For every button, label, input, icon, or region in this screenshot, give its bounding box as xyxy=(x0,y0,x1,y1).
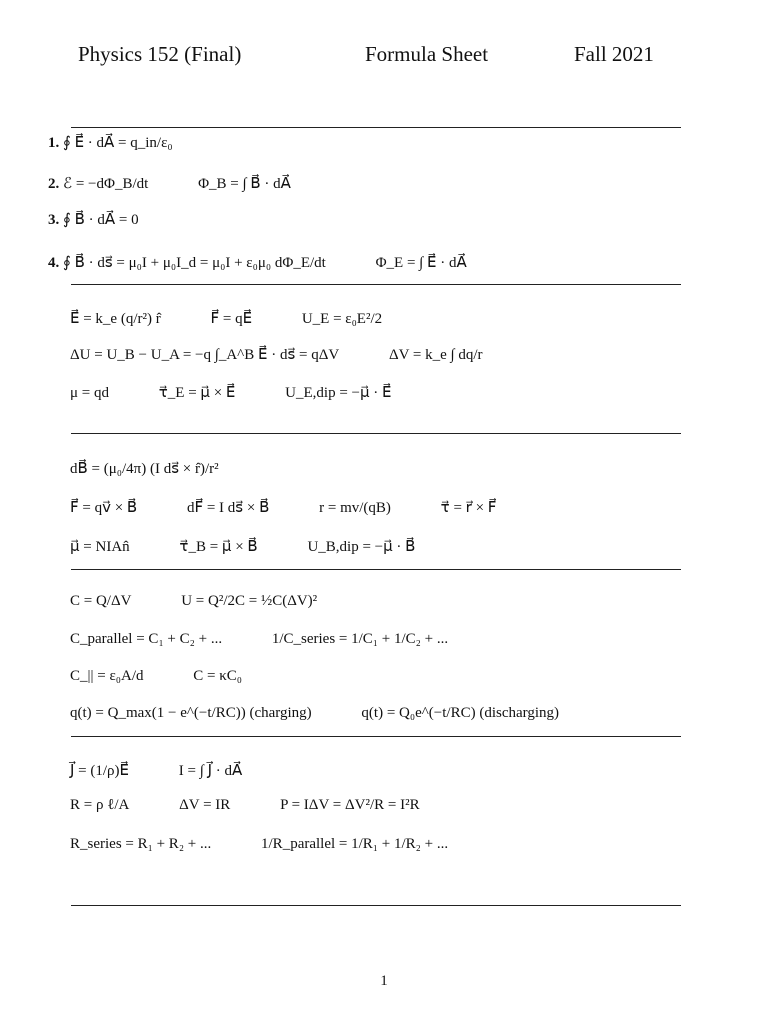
formula: μ⃗ = NIAn̂ xyxy=(70,539,130,555)
divider xyxy=(71,905,681,906)
formula-number: 3. xyxy=(48,212,60,228)
formula: dF⃗ = I ds⃗ × B⃗ xyxy=(186,500,270,516)
formula: τ⃗_B = μ⃗ × B⃗ xyxy=(179,539,258,555)
formula: 1/C_series = 1/C₁ + 1/C₂ + ... xyxy=(271,631,449,647)
formula-number: 4. xyxy=(48,255,60,271)
formula: R = ρ ℓ/A xyxy=(70,797,130,813)
formula-line xyxy=(70,345,483,364)
divider xyxy=(71,127,681,128)
formula-line xyxy=(48,174,291,193)
page-number: 1 xyxy=(380,973,388,989)
formula-line xyxy=(70,836,448,853)
formula-line xyxy=(70,593,317,610)
formula: dB⃗ = (μ₀/4π) (I ds⃗ × r̂)/r² xyxy=(70,461,219,477)
formula: C = κC₀ xyxy=(193,668,243,684)
formula-line xyxy=(70,537,415,556)
divider xyxy=(71,569,681,570)
formula-number: 2. xyxy=(48,176,60,192)
divider xyxy=(71,433,681,434)
formula: r = mv/(qB) xyxy=(319,500,391,516)
divider xyxy=(71,284,681,285)
divider xyxy=(71,736,681,737)
formula: C_|| = ε₀A/d xyxy=(70,668,144,684)
formula: F⃗ = qv⃗ × B⃗ xyxy=(70,500,138,516)
formula: U = Q²/2C = ½C(ΔV)² xyxy=(181,593,318,609)
formula: τ⃗ = r⃗ × F⃗ xyxy=(440,500,497,516)
formula: 1/R_parallel = 1/R₁ + 1/R₂ + ... xyxy=(261,836,449,852)
formula: C_parallel = C₁ + C₂ + ... xyxy=(70,631,223,647)
formula: J⃗ = (1/ρ)E⃗ xyxy=(70,763,130,779)
formula-number: 1. xyxy=(48,135,60,151)
formula: ∮ B⃗ · ds⃗ = μ₀I + μ₀I_d = μ₀I + ε₀μ₀ dΦ_E/dt xyxy=(63,255,326,271)
formula: F⃗ = qE⃗ xyxy=(210,311,253,327)
formula-line xyxy=(70,631,448,648)
formula: q(t) = Q₀e^(−t/RC) (discharging) xyxy=(361,705,560,721)
formula-line xyxy=(70,797,420,814)
formula: μ = qd xyxy=(70,385,110,401)
formula: ΔV = IR xyxy=(179,797,231,813)
formula-line xyxy=(70,668,242,685)
formula: R_series = R₁ + R₂ + ... xyxy=(70,836,212,852)
formula: E⃗ = k_e (q/r²) r̂ xyxy=(70,311,161,327)
formula-line xyxy=(70,498,496,517)
formula: U_B,dip = −μ⃗ · B⃗ xyxy=(307,539,416,555)
formula: q(t) = Q_max(1 − e^(−t/RC)) (charging) xyxy=(70,705,312,721)
formula: ΔV = k_e ∫ dq/r xyxy=(388,347,483,363)
formula: ΔU = U_B − U_A = −q ∫_A^B E⃗ · ds⃗ = qΔV xyxy=(70,347,340,363)
term-label: Fall 2021 xyxy=(574,42,654,66)
formula-line xyxy=(48,210,139,229)
formula: Φ_B = ∫ B⃗ · dA⃗ xyxy=(198,176,291,192)
formula: ∮ E⃗ · dA⃗ = q_in/ε₀ xyxy=(63,135,173,151)
formula-line xyxy=(70,309,382,328)
formula: P = IΔV = ΔV²/R = I²R xyxy=(280,797,420,813)
formula: ℰ = −dΦ_B/dt xyxy=(63,176,149,192)
formula: U_E = ε₀E²/2 xyxy=(301,311,383,327)
formula-line xyxy=(48,133,173,152)
formula: I = ∫ J⃗ · dA⃗ xyxy=(178,763,243,779)
formula-line xyxy=(48,253,467,272)
course-title: Physics 152 (Final) xyxy=(78,42,242,66)
formula-line xyxy=(70,383,392,402)
formula: C = Q/ΔV xyxy=(70,593,132,609)
formula-line xyxy=(70,761,242,780)
formula: U_E,dip = −μ⃗ · E⃗ xyxy=(285,385,392,401)
sheet-title: Formula Sheet xyxy=(365,42,489,66)
formula-line xyxy=(70,459,219,478)
formula-line xyxy=(70,705,559,722)
formula: Φ_E = ∫ E⃗ · dA⃗ xyxy=(375,255,467,271)
formula: ∮ B⃗ · dA⃗ = 0 xyxy=(63,212,139,228)
formula: τ⃗_E = μ⃗ × E⃗ xyxy=(158,385,236,401)
